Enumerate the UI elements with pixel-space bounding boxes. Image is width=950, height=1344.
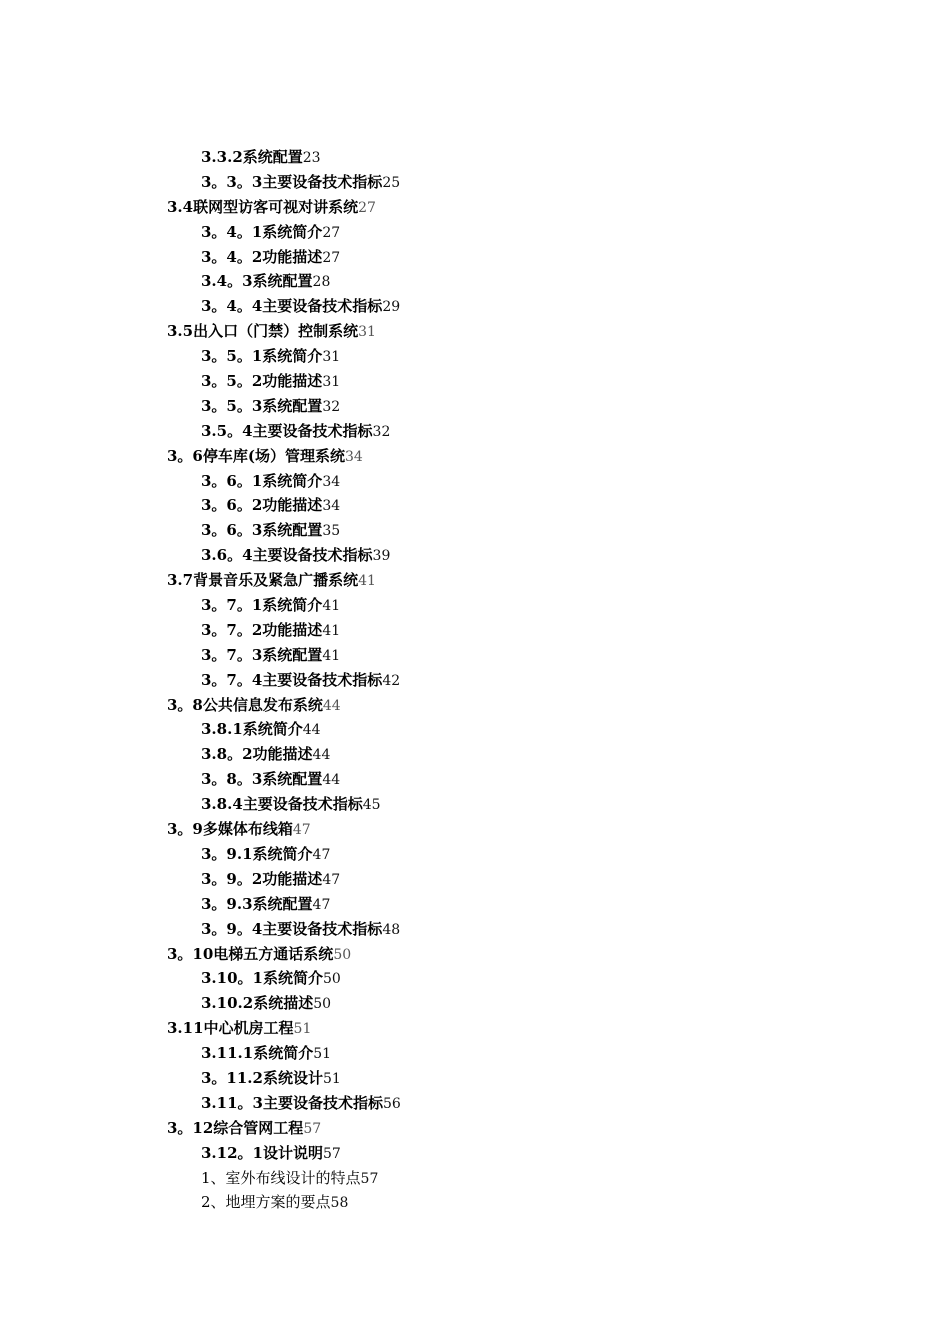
toc-subsection-entry	[0, 742, 950, 767]
toc-entry-page-number: 45	[362, 797, 381, 814]
toc-entry-title: 3。12综合管网工程	[167, 1118, 304, 1137]
toc-entry-page-number: 42	[382, 672, 401, 689]
toc-entry-title: 3。7。1系统简介	[201, 596, 323, 615]
toc-subsection-entry	[0, 1166, 950, 1191]
toc-entry-page-number: 39	[372, 548, 391, 565]
toc-entry-title: 3。6停车库(场）管理系统	[167, 446, 345, 465]
toc-entry-page-number: 27	[322, 224, 341, 241]
toc-subsection-entry	[0, 792, 950, 817]
toc-entry-page-number: 35	[322, 523, 341, 540]
toc-entry-page-number: 47	[312, 846, 331, 863]
toc-subsection-entry	[0, 344, 950, 369]
toc-subsection-entry	[0, 145, 950, 170]
toc-section-entry	[0, 693, 950, 718]
toc-entry-title: 3.8.1系统简介	[201, 720, 303, 739]
toc-entry-page-number: 41	[322, 598, 341, 615]
toc-entry-page-number: 44	[302, 722, 321, 739]
toc-entry-title: 3.10.2系统描述	[201, 994, 314, 1013]
toc-entry-title: 3.5。4主要设备技术指标	[201, 421, 373, 440]
toc-entry-title: 3。9多媒体布线箱	[167, 820, 293, 839]
toc-entry-page-number: 34	[322, 473, 341, 490]
toc-entry-page-number: 50	[333, 946, 352, 963]
toc-entry-page-number: 29	[382, 299, 401, 316]
toc-section-entry	[0, 195, 950, 220]
toc-section-entry	[0, 444, 950, 469]
toc-subsection-entry	[0, 867, 950, 892]
toc-subsection-entry	[0, 991, 950, 1016]
toc-subsection-entry	[0, 245, 950, 270]
toc-entry-title: 3。5。3系统配置	[201, 396, 323, 415]
toc-subsection-entry	[0, 917, 950, 942]
toc-entry-page-number: 47	[312, 896, 331, 913]
toc-entry-page-number: 32	[372, 423, 391, 440]
toc-entry-page-number: 50	[322, 971, 341, 988]
toc-subsection-entry	[0, 269, 950, 294]
toc-entry-title: 3。6。2功能描述	[201, 496, 323, 515]
toc-entry-title: 3。4。2功能描述	[201, 247, 323, 266]
toc-entry-page-number: 41	[322, 647, 341, 664]
toc-entry-page-number: 50	[313, 996, 332, 1013]
toc-entry-page-number: 57	[360, 1170, 379, 1187]
toc-entry-page-number: 34	[322, 498, 341, 515]
toc-entry-title: 3.6。4主要设备技术指标	[201, 546, 373, 565]
toc-entry-page-number: 47	[292, 822, 311, 839]
toc-subsection-entry	[0, 394, 950, 419]
toc-entry-title: 3.4。3系统配置	[201, 272, 313, 291]
toc-entry-page-number: 25	[382, 174, 401, 191]
toc-entry-page-number: 51	[313, 1046, 332, 1063]
toc-entry-title: 3。4。4主要设备技术指标	[201, 297, 383, 316]
toc-entry-page-number: 48	[382, 921, 401, 938]
toc-subsection-entry	[0, 892, 950, 917]
toc-entry-title: 3。3。3主要设备技术指标	[201, 172, 383, 191]
toc-entry-title: 3。9.1系统简介	[201, 844, 313, 863]
toc-subsection-entry	[0, 170, 950, 195]
toc-entry-page-number: 32	[322, 398, 341, 415]
toc-subsection-entry	[0, 842, 950, 867]
toc-subsection-entry	[0, 618, 950, 643]
toc-subsection-entry	[0, 668, 950, 693]
toc-subsection-entry	[0, 1041, 950, 1066]
toc-entry-title: 3。8公共信息发布系统	[167, 695, 323, 714]
toc-entry-page-number: 41	[322, 622, 341, 639]
toc-section-entry	[0, 942, 950, 967]
toc-subsection-entry	[0, 966, 950, 991]
toc-subsection-entry	[0, 1091, 950, 1116]
toc-entry-title: 3。7。3系统配置	[201, 645, 323, 664]
toc-entry-page-number: 41	[358, 573, 376, 590]
toc-subsection-entry	[0, 717, 950, 742]
toc-entry-title: 3.5出入口（门禁）控制系统	[167, 322, 359, 341]
toc-entry-title: 3。7。4主要设备技术指标	[201, 670, 383, 689]
toc-entry-page-number: 58	[330, 1195, 349, 1212]
toc-subsection-entry	[0, 1066, 950, 1091]
toc-section-entry	[0, 817, 950, 842]
toc-subsection-entry	[0, 419, 950, 444]
toc-entry-title: 3。9。2功能描述	[201, 869, 323, 888]
toc-entry-page-number: 51	[293, 1021, 312, 1038]
toc-entry-title: 3。5。1系统简介	[201, 347, 323, 366]
toc-subsection-entry	[0, 593, 950, 618]
toc-entry-page-number: 28	[312, 274, 331, 291]
toc-entry-page-number: 57	[303, 1120, 322, 1137]
toc-entry-page-number: 27	[322, 249, 341, 266]
toc-entry-title: 3。9.3系统配置	[201, 894, 313, 913]
toc-entry-title: 3。9。4主要设备技术指标	[201, 919, 383, 938]
toc-entry-title: 3。5。2功能描述	[201, 372, 323, 391]
toc-entry-page-number: 31	[322, 374, 341, 391]
toc-section-entry	[0, 319, 950, 344]
toc-entry-page-number: 44	[312, 747, 331, 764]
toc-section-entry	[0, 1016, 950, 1041]
toc-subsection-entry	[0, 643, 950, 668]
toc-entry-page-number: 47	[322, 871, 341, 888]
toc-entry-title: 3。4。1系统简介	[201, 222, 323, 241]
toc-entry-title: 3。11.2系统设计	[201, 1068, 323, 1087]
toc-entry-title: 3。10电梯五方通话系统	[167, 944, 334, 963]
toc-entry-title: 2、地埋方案的要点	[201, 1193, 331, 1212]
toc-entry-title: 3。6。3系统配置	[201, 521, 323, 540]
toc-section-entry	[0, 568, 950, 593]
toc-subsection-entry	[0, 493, 950, 518]
toc-entry-page-number: 31	[322, 349, 341, 366]
toc-entry-title: 3.7背景音乐及紧急广播系统	[167, 571, 359, 590]
toc-entry-page-number: 57	[322, 1145, 341, 1162]
toc-entry-title: 3。8。3系统配置	[201, 770, 323, 789]
toc-subsection-entry	[0, 294, 950, 319]
toc-subsection-entry	[0, 1141, 950, 1166]
toc-entry-page-number: 23	[302, 150, 321, 166]
toc-subsection-entry	[0, 220, 950, 245]
table-of-contents	[0, 145, 950, 1215]
toc-entry-page-number: 27	[358, 199, 376, 216]
toc-entry-title: 3.8.4主要设备技术指标	[201, 795, 363, 814]
toc-entry-title: 3.10。1系统简介	[201, 969, 323, 988]
toc-entry-title: 3.11中心机房工程	[167, 1019, 294, 1038]
toc-entry-page-number: 44	[322, 772, 341, 789]
toc-entry-page-number: 34	[344, 448, 363, 465]
toc-entry-title: 3.12。1设计说明	[201, 1143, 323, 1162]
toc-entry-title: 3。6。1系统简介	[201, 471, 323, 490]
toc-subsection-entry	[0, 369, 950, 394]
toc-subsection-entry	[0, 767, 950, 792]
toc-entry-title: 3.11。3主要设备技术指标	[201, 1093, 383, 1112]
toc-subsection-entry	[0, 543, 950, 568]
toc-entry-title: 3。7。2功能描述	[201, 620, 323, 639]
toc-entry-page-number: 31	[358, 324, 376, 341]
toc-section-entry	[0, 1116, 950, 1141]
toc-subsection-entry	[0, 1190, 950, 1215]
toc-entry-title: 3.3.2系统配置	[201, 148, 303, 166]
toc-subsection-entry	[0, 469, 950, 494]
toc-entry-page-number: 56	[382, 1095, 401, 1112]
toc-entry-page-number: 44	[322, 697, 341, 714]
toc-subsection-entry	[0, 518, 950, 543]
toc-entry-title: 3.4联网型访客可视对讲系统	[167, 197, 359, 216]
toc-entry-page-number: 51	[322, 1070, 341, 1087]
toc-entry-title: 3.8。2功能描述	[201, 745, 313, 764]
toc-entry-title: 3.11.1系统简介	[201, 1044, 314, 1063]
toc-entry-title: 1、室外布线设计的特点	[201, 1168, 361, 1187]
